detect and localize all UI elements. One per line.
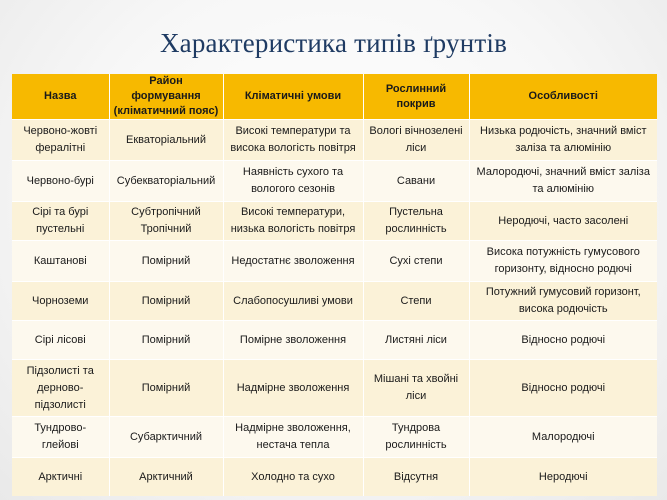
cell-climate: Високі температури, низька вологість повітря (223, 202, 363, 241)
table-row (12, 241, 657, 282)
cell-vegetation: Сухі степи (363, 241, 469, 282)
cell-vegetation: Листяні ліси (363, 321, 469, 360)
cell-region: Арктичний (109, 458, 223, 497)
cell-features: Неродючі, часто засолені (469, 202, 657, 241)
cell-region: Субтропічний Тропічний (109, 202, 223, 241)
cell-vegetation: Вологі вічнозелені ліси (363, 120, 469, 161)
cell-vegetation: Савани (363, 161, 469, 202)
cell-features: Низька родючість, значний вміст заліза та алюмінію (469, 120, 657, 161)
slide-title: Характеристика типів ґрунтів (159, 28, 508, 58)
table-row (12, 458, 657, 497)
cell-region: Помірний (109, 282, 223, 321)
header-name: Назва (12, 74, 109, 120)
table-header-row (12, 74, 657, 120)
header-vegetation: Рослинний покрив (363, 74, 469, 120)
header-features: Особливості (469, 74, 657, 120)
cell-features: Відносно родючі (469, 321, 657, 360)
cell-region: Субекваторіальний (109, 161, 223, 202)
table-row (12, 321, 657, 360)
cell-features: Висока потужність гумусового горизонту, відносно родючі (469, 241, 657, 282)
cell-region: Помірний (109, 360, 223, 417)
table-row (12, 202, 657, 241)
cell-features: Потужний гумусовий горизонт, висока родючість (469, 282, 657, 321)
cell-features: Неродючі (469, 458, 657, 497)
table-row (12, 120, 657, 161)
cell-name: Підзолисті та дерново-підзолисті (12, 360, 109, 417)
cell-name: Чорноземи (12, 282, 109, 321)
cell-climate: Холодно та сухо (223, 458, 363, 497)
header-region: Район формування (кліматичний пояс) (109, 74, 223, 120)
cell-climate: Надмірне зволоження (223, 360, 363, 417)
table-row (12, 417, 657, 458)
cell-climate: Наявність сухого та вологого сезонів (223, 161, 363, 202)
cell-vegetation: Тундрова рослинність (363, 417, 469, 458)
table-row (12, 360, 657, 417)
header-climate: Кліматичні умови (223, 74, 363, 120)
cell-name: Сірі лісові (12, 321, 109, 360)
table-row (12, 161, 657, 202)
cell-vegetation: Відсутня (363, 458, 469, 497)
cell-name: Тундрово-глейові (12, 417, 109, 458)
cell-region: Помірний (109, 321, 223, 360)
cell-features: Малородючі, значний вміст заліза та алюмінію (469, 161, 657, 202)
cell-features: Відносно родючі (469, 360, 657, 417)
cell-region: Екваторіальний (109, 120, 223, 161)
cell-name: Червоно-жовті фералітні (12, 120, 109, 161)
cell-climate: Високі температури та висока вологість повітря (223, 120, 363, 161)
cell-climate: Недостатнє зволоження (223, 241, 363, 282)
table-row (12, 282, 657, 321)
cell-vegetation: Мішані та хвойні ліси (363, 360, 469, 417)
cell-name: Арктичні (12, 458, 109, 497)
cell-region: Субарктичний (109, 417, 223, 458)
cell-name: Каштанові (12, 241, 109, 282)
cell-features: Малородючі (469, 417, 657, 458)
cell-vegetation: Степи (363, 282, 469, 321)
cell-name: Червоно-бурі (12, 161, 109, 202)
cell-climate: Помірне зволоження (223, 321, 363, 360)
cell-vegetation: Пустельна рослинність (363, 202, 469, 241)
cell-climate: Слабопосушливі умови (223, 282, 363, 321)
cell-climate: Надмірне зволоження, нестача тепла (223, 417, 363, 458)
cell-region: Помірний (109, 241, 223, 282)
soil-types-table (12, 74, 657, 496)
cell-name: Сірі та бурі пустельні (12, 202, 109, 241)
